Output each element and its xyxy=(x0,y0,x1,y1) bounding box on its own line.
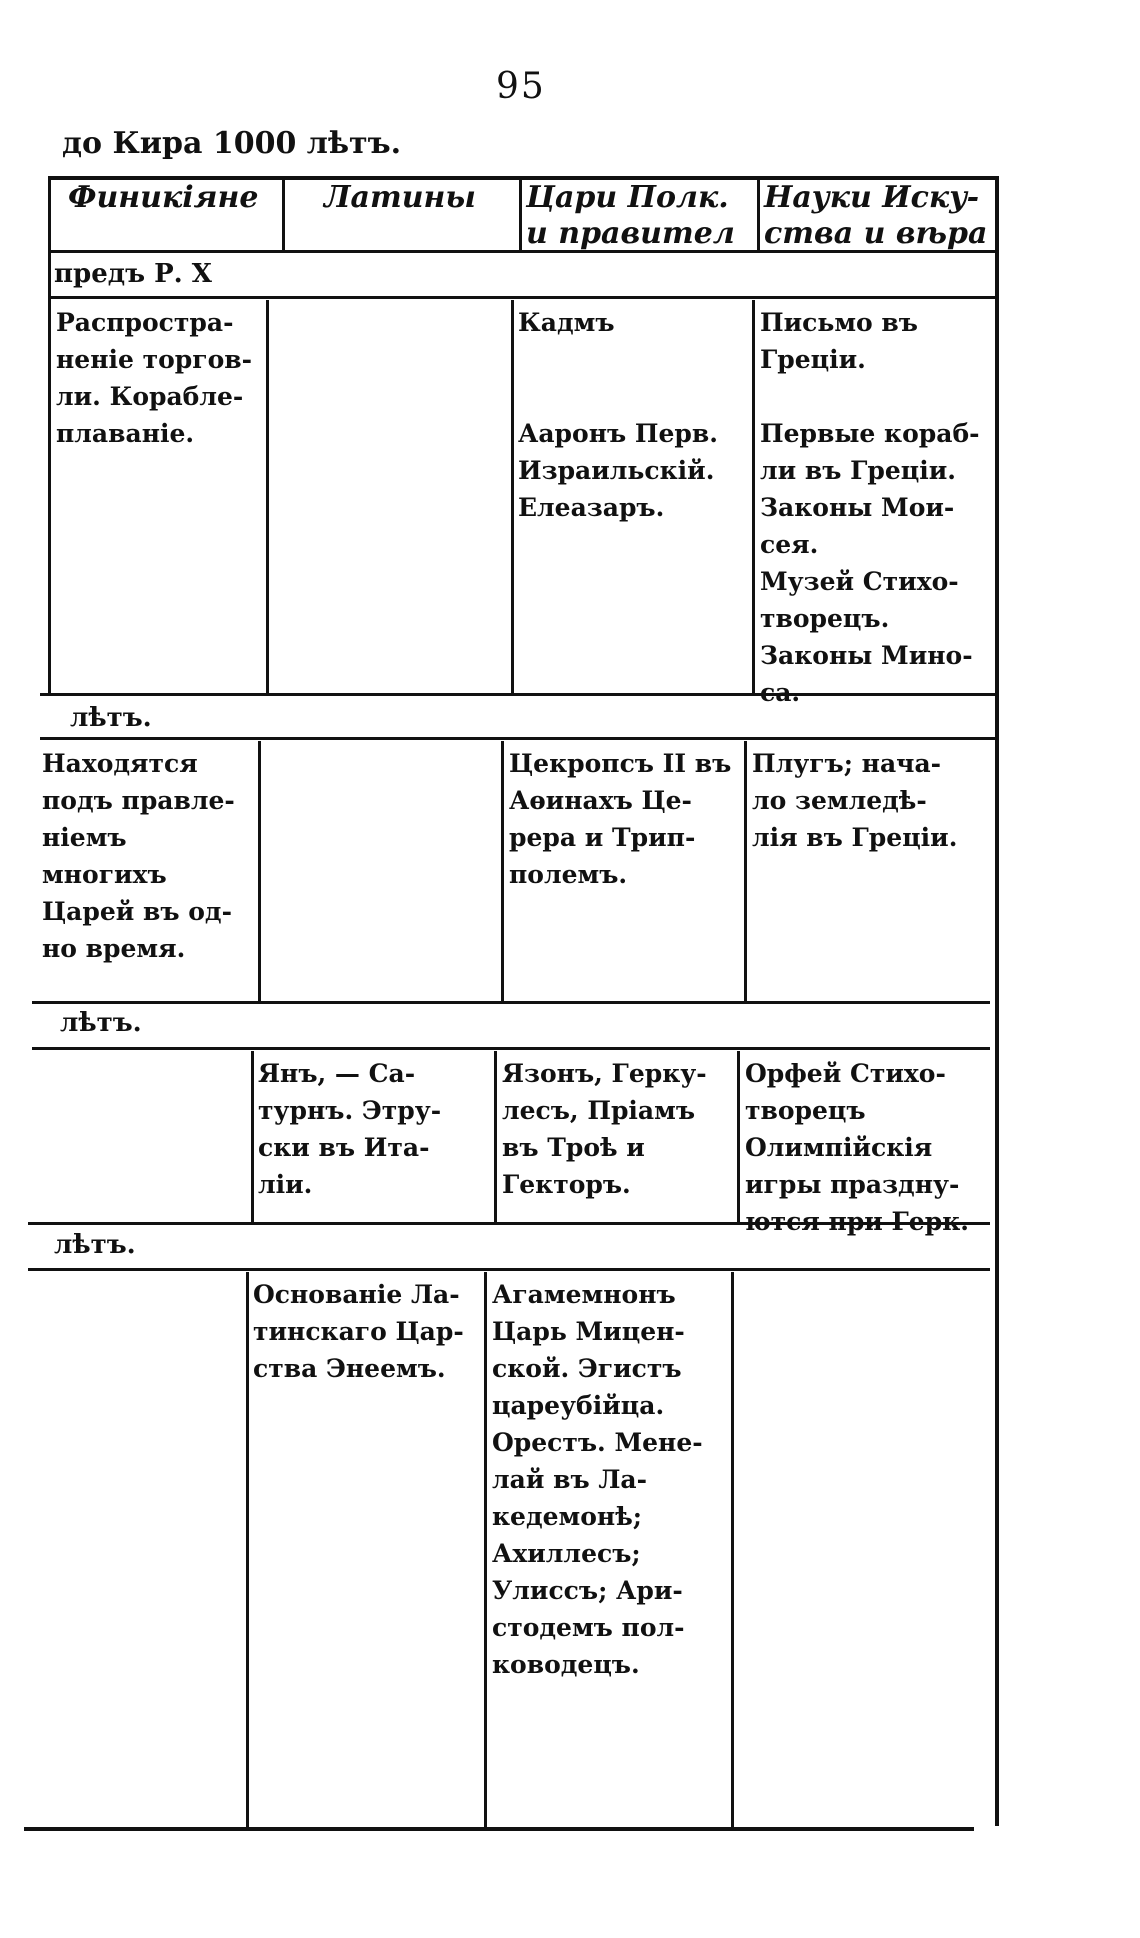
section-4-divider-3 xyxy=(731,1272,734,1827)
section-label-1: предъ Р. Х xyxy=(54,259,212,289)
table-left-edge xyxy=(48,176,51,696)
table-cell: Распростра- неніе торгов- ли. Корабле- плаваніе. xyxy=(56,308,252,448)
table-cell: Цекропсъ II въ Аѳинахъ Це- рера и Трип- полемъ. xyxy=(509,749,732,889)
column-header-sciences: Науки Искy- ства и вѣра xyxy=(764,180,988,251)
page-number: 95 xyxy=(496,66,546,107)
section-4-rule-bottom xyxy=(28,1268,990,1271)
section-1-divider-3 xyxy=(752,300,755,693)
column-header-latins: Латины xyxy=(324,180,476,215)
table-cell: Плугъ; нача- ло земледѣ- лія въ Греціи. xyxy=(752,749,958,852)
section-label-4: лѣтъ. xyxy=(54,1230,136,1260)
section-3-divider-2 xyxy=(494,1051,497,1222)
table-cell: Письмо въ Греціи. Первые кораб- ли въ Греціи. Законы Мои- сея. Музей Стихо- творецъ. Законы Мино- са. xyxy=(760,308,980,707)
section-3-divider-3 xyxy=(737,1051,740,1222)
section-2-rule-bottom xyxy=(40,737,995,740)
table-bottom-rule xyxy=(24,1827,974,1831)
section-1-divider-1 xyxy=(266,300,269,693)
column-header-phoenicians: Финикіяне xyxy=(68,180,259,215)
page-heading: до Кира 1000 лѣтъ. xyxy=(62,126,402,161)
section-4-divider-1 xyxy=(246,1272,249,1827)
section-2-divider-2 xyxy=(501,741,504,1001)
section-2-divider-3 xyxy=(744,741,747,1001)
table-cell: Орфей Стихо- творецъ Олимпійскія игры праздну- ются при Герк. xyxy=(745,1059,969,1236)
section-3-divider-1 xyxy=(251,1051,254,1222)
section-label-3: лѣтъ. xyxy=(60,1008,142,1038)
section-1-rule xyxy=(48,296,998,299)
section-3-rule-top xyxy=(32,1001,990,1004)
header-divider-2 xyxy=(519,180,522,250)
table-cell: Язонъ, Герку- лесъ, Пріамъ въ Троѣ и Гекторъ. xyxy=(502,1059,707,1199)
header-divider-1 xyxy=(282,180,285,250)
section-2-divider-1 xyxy=(258,741,261,1001)
header-divider-3 xyxy=(757,180,760,250)
section-label-2: лѣтъ. xyxy=(70,703,152,733)
section-1-divider-2 xyxy=(511,300,514,693)
table-cell: Кадмъ Ааронъ Перв. Израильскій. Елеазаръ. xyxy=(518,308,718,522)
table-cell: Находятся подъ правле- ніемъ многихъ Царей въ од- но время. xyxy=(42,749,235,963)
section-3-rule-bottom xyxy=(32,1047,990,1050)
table-right-edge xyxy=(995,176,999,1826)
table-cell: Янъ, — Са- турнъ. Этру- ски въ Ита- ліи. xyxy=(258,1059,442,1199)
table-cell: Агамемнонъ Царь Мицен- ской. Эгистъ цареубійца. Орестъ. Мене- лай въ Ла- кедемонѣ; Ахиллесъ; Улиссъ; Ари- стодемъ пол- ководецъ. xyxy=(492,1280,703,1679)
column-header-rulers: Цари Полк. и правител xyxy=(526,180,735,251)
table-cell: Основаніе Ла- тинскаго Цар- ства Энеемъ. xyxy=(253,1280,464,1383)
